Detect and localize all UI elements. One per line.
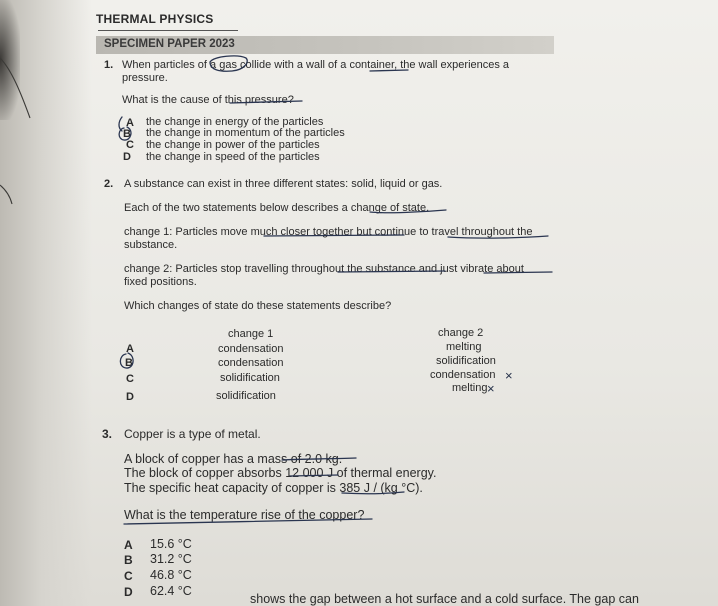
q3-option-letter: D xyxy=(124,585,133,599)
q2-row-change1: condensation xyxy=(218,357,284,369)
title-underline xyxy=(98,30,238,31)
q2-row-letter: D xyxy=(126,391,134,403)
q3-line2: The block of copper absorbs 12 000 J of thermal energy. xyxy=(124,466,437,480)
q2-change1-line1: change 1: Particles move much closer together but continue to travel throughout the xyxy=(124,226,533,238)
q2-line2: Each of the two statements below describes a change of state. xyxy=(124,202,430,214)
q1-line1: When particles of a gas collide with a wall of a container, the wall experiences a xyxy=(122,59,510,71)
q3-question: What is the temperature rise of the copper? xyxy=(124,508,365,522)
q3-number: 3. xyxy=(102,427,113,441)
q2-intro: A substance can exist in three different states: solid, liquid or gas. xyxy=(124,178,443,190)
q1-option-letter: C xyxy=(126,139,134,151)
q2-row-change2: solidification xyxy=(436,355,496,367)
q2-row-letter: C xyxy=(126,373,134,385)
q2-row-change1: condensation xyxy=(218,343,284,355)
q1-option-text: the change in energy of the particles xyxy=(146,116,324,128)
q1-option-text: the change in speed of the particles xyxy=(146,151,320,163)
q2-number: 2. xyxy=(104,178,114,190)
q2-col2-header: change 2 xyxy=(438,327,484,339)
q2-question: Which changes of state do these statements describe? xyxy=(124,300,392,312)
q1-question: What is the cause of this pressure? xyxy=(122,94,294,106)
q1-option-text: the change in power of the particles xyxy=(146,139,320,151)
q2-row-change2: melting xyxy=(446,341,482,353)
q2-row-letter: A xyxy=(126,343,134,355)
q2-row-change2: melting xyxy=(452,382,488,394)
q2-change1-line2: substance. xyxy=(124,239,178,251)
q3-option-letter: B xyxy=(124,553,133,567)
q4-partial-line: shows the gap between a hot surface and a cold surface. The gap can xyxy=(250,592,639,606)
q2-handwritten-cross: × xyxy=(487,381,495,396)
q3-intro: Copper is a type of metal. xyxy=(124,427,261,441)
q3-option-letter: C xyxy=(124,569,133,583)
q2-row-change1: solidification xyxy=(220,372,280,384)
q2-row-change2: condensation xyxy=(430,369,496,381)
q2-handwritten-cross: × xyxy=(505,368,513,383)
q3-option-text: 46.8 °C xyxy=(150,568,192,582)
q1-option-letter: B xyxy=(123,128,131,140)
q2-col1-header: change 1 xyxy=(228,328,274,340)
q3-line1: A block of copper has a mass of 2.0 kg. xyxy=(124,452,343,466)
q3-line3: The specific heat capacity of copper is 385 J / (kg °C). xyxy=(124,481,423,495)
subject-title: THERMAL PHYSICS xyxy=(96,12,214,26)
q1-option-letter: A xyxy=(126,117,134,129)
q3-option-letter: A xyxy=(124,538,133,552)
paper-banner-text: SPECIMEN PAPER 2023 xyxy=(104,38,235,50)
page-edge xyxy=(0,0,20,120)
q1-option-letter: D xyxy=(123,151,131,163)
q3-option-text: 31.2 °C xyxy=(150,552,192,566)
q3-option-text: 62.4 °C xyxy=(150,584,192,598)
q1-option-text: the change in momentum of the particles xyxy=(146,127,345,139)
q1-number: 1. xyxy=(104,59,114,71)
q2-row-letter: B xyxy=(125,357,133,369)
q1-line2: pressure. xyxy=(122,72,168,84)
q2-change2-line1: change 2: Particles stop travelling throughout the substance and just vibrate about xyxy=(124,263,524,275)
q2-change2-line2: fixed positions. xyxy=(124,276,197,288)
q2-row-change1: solidification xyxy=(216,390,276,402)
q3-option-text: 15.6 °C xyxy=(150,537,192,551)
